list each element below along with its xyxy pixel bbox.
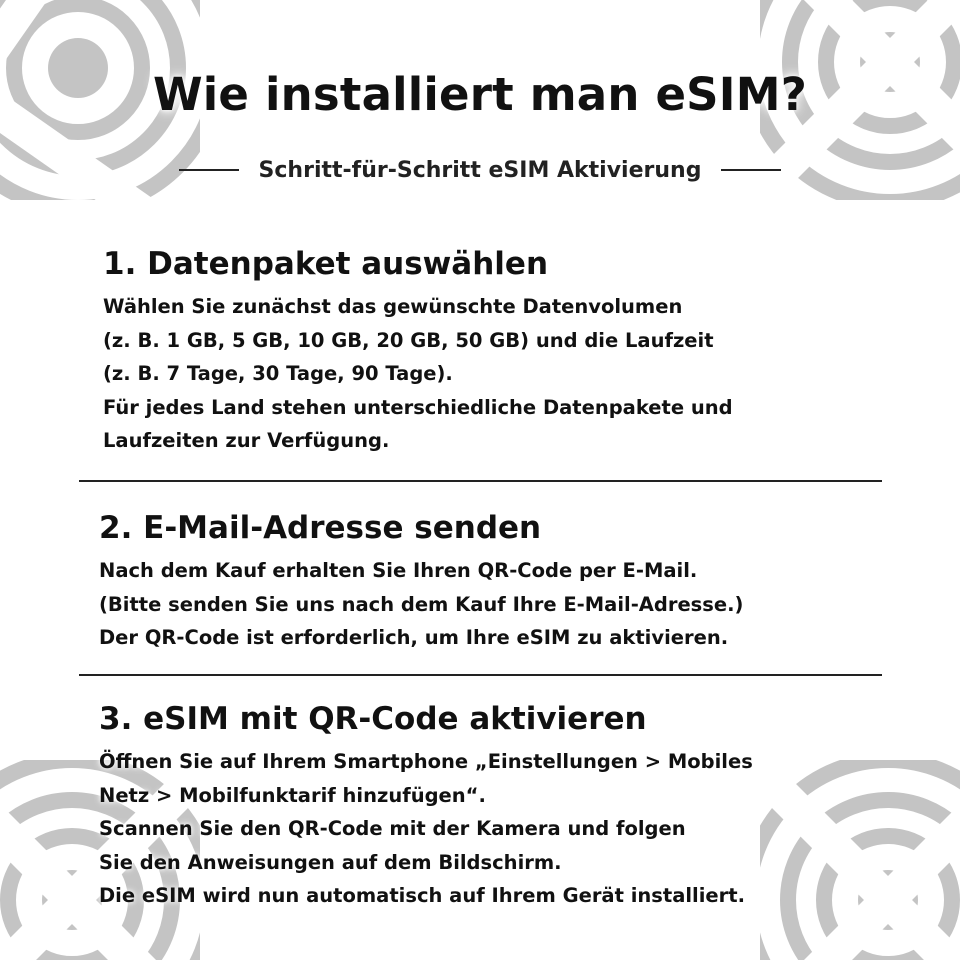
step-1 <box>103 246 733 458</box>
step-1-title: 1. Datenpaket auswählen <box>103 246 549 282</box>
step-3-line: Netz > Mobilfunktarif hinzufügen“. <box>99 783 486 807</box>
step-2-title: 2. E-Mail-Adresse senden <box>99 510 542 546</box>
page-title: Wie installiert man eSIM? <box>152 68 808 121</box>
step-2-line: (Bitte senden Sie uns nach dem Kauf Ihre E-Mail-Adresse.) <box>99 592 744 616</box>
subtitle-row <box>0 152 960 188</box>
step-3-line: Sie den Anweisungen auf dem Bildschirm. <box>99 850 562 874</box>
step-3-line: Scannen Sie den QR-Code mit der Kamera und folgen <box>99 817 686 840</box>
step-2-line: Nach dem Kauf erhalten Sie Ihren QR-Code per E-Mail. <box>99 559 698 582</box>
step-1-line: Für jedes Land stehen unterschiedliche Datenpakete und <box>103 395 733 419</box>
step-3-line: Die eSIM wird nun automatisch auf Ihrem Gerät installiert. <box>99 884 745 907</box>
section-divider <box>79 674 882 676</box>
step-3-line: Öffnen Sie auf Ihrem Smartphone „Einstellungen > Mobiles <box>99 750 753 773</box>
step-3 <box>99 701 753 913</box>
step-2 <box>99 510 743 655</box>
page-subtitle: Schritt-für-Schritt eSIM Aktivierung <box>258 157 702 183</box>
step-1-text <box>103 290 733 458</box>
subtitle-left-rule <box>179 169 239 171</box>
step-3-text <box>99 745 753 913</box>
step-3-title: 3. eSIM mit QR-Code aktivieren <box>99 701 647 737</box>
step-1-line: (z. B. 7 Tage, 30 Tage, 90 Tage). <box>103 362 453 385</box>
signal-circles-icon <box>760 760 960 960</box>
step-2-text <box>99 554 743 655</box>
step-1-line: Laufzeiten zur Verfügung. <box>103 429 390 452</box>
subtitle-right-rule <box>721 169 781 171</box>
step-1-line: (z. B. 1 GB, 5 GB, 10 GB, 20 GB, 50 GB) und die Laufzeit <box>103 328 714 352</box>
section-divider <box>79 480 882 482</box>
step-2-line: Der QR-Code ist erforderlich, um Ihre eSIM zu aktivieren. <box>99 626 729 649</box>
step-1-line: Wählen Sie zunächst das gewünschte Datenvolumen <box>103 295 683 318</box>
